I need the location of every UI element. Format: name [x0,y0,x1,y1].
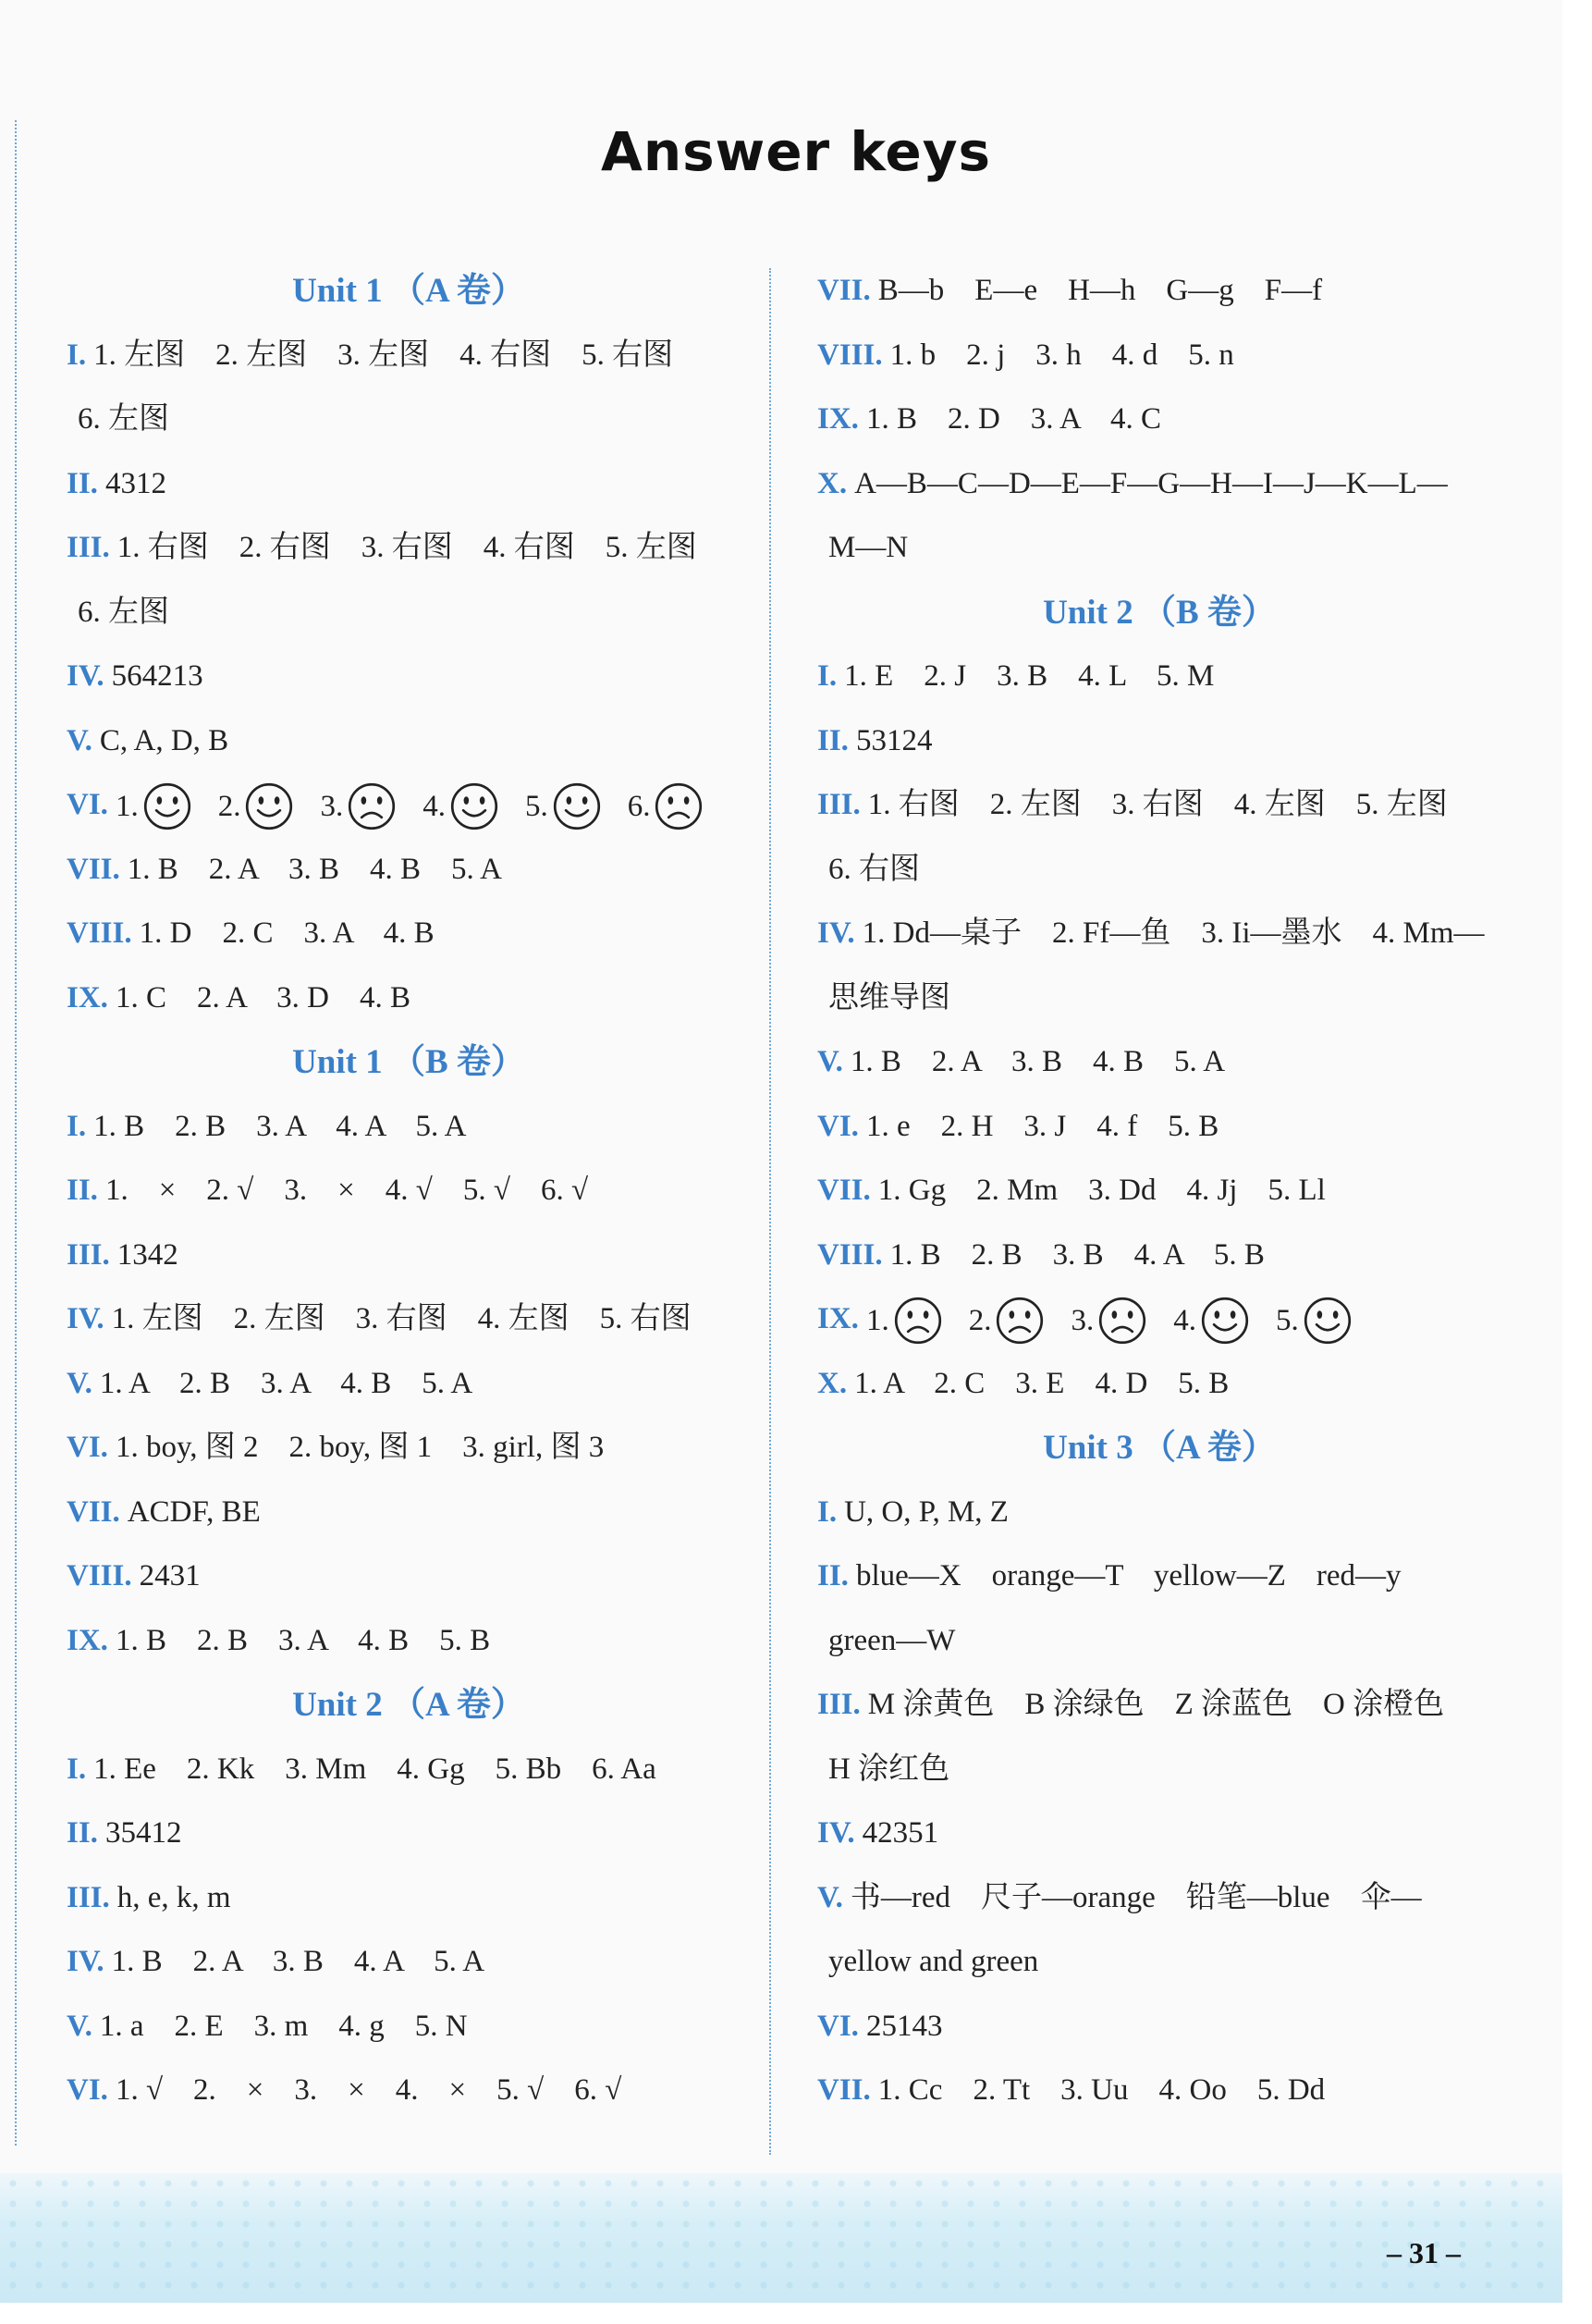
answer-text: 1. B 2. A 3. B 4. A 5. A [111,1945,485,1978]
footer-pattern [0,2173,1562,2303]
question-number: IV. [817,1816,855,1850]
answer-text: 1. B 2. D 3. A 4. C [865,402,1161,436]
question-number: VI. [817,1109,859,1143]
answer-line [817,1995,1501,2060]
face-answer-line [817,1287,1501,1352]
question-number: VIII. [67,1559,132,1592]
answer-continuation: 6. 左图 [78,402,169,436]
question-number: VIII. [817,338,883,372]
question-number: I. [817,1494,838,1529]
question-number: III. [67,531,110,564]
answer-text: 1. b 2. j 3. h 4. d 5. n [889,338,1234,372]
answer-line [817,1801,1501,1866]
face-answer-item [969,1289,1046,1354]
question-number: IV. [67,659,104,693]
answer-text: 1. Cc 2. Tt 3. Uu 4. Oo 5. Dd [877,2073,1326,2107]
face-answer-item [218,775,295,840]
answer-text: 35412 [104,1816,182,1850]
face-answer-item [116,775,192,840]
smiling-face-icon [1303,1296,1353,1346]
answer-line [67,1738,751,1802]
question-number: IX. [67,1623,108,1657]
page-title: Answer keys [600,120,992,183]
answer-text: 1. B 2. B 3. A 4. B 5. B [115,1623,491,1657]
answer-text: 1. A 2. B 3. A 4. B 5. A [99,1366,473,1400]
answer-line [817,2059,1501,2123]
question-number: II. [67,466,98,500]
question-number: II. [67,1174,98,1207]
question-number: X. [817,1366,848,1400]
answer-text: 书—red 尺子—orange 铅笔—blue 伞— [850,1880,1422,1914]
face-answer-item [320,775,397,840]
answer-text: ACDF, BE [127,1494,261,1529]
face-answer-line [67,773,751,838]
face-answer-item [422,775,499,840]
face-answer-item [525,775,602,840]
face-row [866,1289,1373,1354]
unit-heading: Unit 2 （A 卷） [292,1686,525,1724]
answer-line [817,1159,1501,1223]
answer-line [817,1095,1501,1160]
question-number: III. [817,788,861,821]
question-number: IV. [817,916,855,950]
answer-line [67,1930,751,1995]
answer-line [67,966,751,1031]
answer-line [67,1544,751,1609]
smiling-face-icon [552,781,602,831]
answer-line [67,1416,751,1481]
answer-line [67,1287,751,1352]
answer-line [67,1866,751,1931]
answer-text: 1. Ee 2. Kk 3. Mm 4. Gg 5. Bb 6. Aa [93,1752,656,1786]
answer-continuation: 6. 左图 [78,595,169,629]
question-number: IV. [67,1945,104,1978]
page-number: – 31 – [1387,2236,1461,2269]
question-number: X. [817,466,848,500]
question-number: I. [67,338,87,372]
item-number: 3. [320,789,344,823]
right-column [817,259,1501,2123]
face-answer-item [1276,1289,1353,1354]
answer-text: 42351 [862,1816,939,1850]
answer-line [817,1481,1501,1545]
question-number: I. [817,659,838,693]
sad-face-icon [995,1296,1045,1346]
answer-line [817,452,1501,517]
unit-heading: Unit 1 （A 卷） [292,272,525,310]
answer-text: 1. C 2. A 3. D 4. B [115,980,410,1014]
answer-line [817,1223,1501,1288]
answer-line [67,1801,751,1866]
question-number: III. [67,1880,110,1914]
answer-line [67,1995,751,2060]
item-number: 4. [1173,1303,1196,1337]
question-number: V. [817,1045,843,1078]
question-number: I. [67,1752,87,1786]
question-number: I. [67,1109,87,1143]
item-number: 2. [217,789,241,823]
answer-line [67,902,751,966]
answer-line [817,1544,1501,1609]
question-number: VIII. [67,916,132,950]
answer-text: 1. D 2. C 3. A 4. B [139,916,435,950]
answer-continuation: 思维导图 [828,980,950,1014]
answer-line [67,452,751,517]
question-number: V. [67,723,92,757]
question-number: V. [67,2009,92,2043]
answer-text: 1. B 2. A 3. B 4. B 5. A [127,852,503,886]
answer-line [67,709,751,774]
answer-text: 1. Dd—桌子 2. Ff—鱼 3. Ii—墨水 4. Mm— [862,916,1485,950]
unit-heading: Unit 2 （B 卷） [1043,593,1276,632]
question-number: VII. [67,1494,120,1529]
answer-text: 1. 左图 2. 左图 3. 右图 4. 左图 5. 右图 [111,1302,692,1335]
answer-text: A—B—C—D—E—F—G—H—I—J—K—L— [854,466,1448,500]
answer-text: 53124 [855,723,933,757]
answer-text: 1. 左图 2. 左图 3. 左图 4. 右图 5. 右图 [93,338,674,372]
unit-heading: Unit 1 （B 卷） [292,1043,525,1081]
answer-text: 1. E 2. J 3. B 4. L 5. M [844,659,1215,693]
question-number: VII. [817,1174,871,1207]
answer-line [817,1673,1501,1738]
answer-text: 1. 右图 2. 左图 3. 右图 4. 左图 5. 左图 [867,788,1448,821]
answer-line [67,1223,751,1288]
answer-text: 564213 [111,659,203,693]
answer-line [817,387,1501,452]
answer-text: 1. B 2. B 3. A 4. A 5. A [93,1109,467,1143]
answer-line [67,324,751,388]
answer-text: 1. B 2. B 3. B 4. A 5. B [889,1237,1265,1272]
answer-line [817,1352,1501,1417]
item-number: 1. [865,1303,889,1337]
face-answer-item [1071,1289,1147,1354]
question-number: II. [67,1816,98,1850]
question-number: VII. [67,852,120,886]
answer-text: 1. √ 2. × 3. × 4. × 5. √ 6. √ [115,2073,622,2107]
answer-line [67,1609,751,1674]
answer-text: 1. a 2. E 3. m 4. g 5. N [99,2009,468,2043]
answer-line [67,645,751,709]
question-number: IX. [817,402,859,436]
answer-line [67,838,751,903]
smiling-face-icon [244,781,294,831]
question-number: V. [67,1366,92,1400]
sad-face-icon [347,781,397,831]
answer-line [817,259,1501,324]
item-number: 5. [1275,1303,1299,1337]
question-number: VI. [67,1431,108,1464]
answer-line [67,1095,751,1160]
column-divider [769,268,771,2155]
answer-line [817,1866,1501,1931]
answer-continuation: 6. 右图 [828,852,920,886]
answer-text: 25143 [865,2009,943,2043]
answer-line [817,709,1501,774]
answer-continuation: green—W [828,1623,956,1657]
face-answer-item [866,1289,943,1354]
answer-line [817,773,1501,838]
answer-text: 1. e 2. H 3. J 4. f 5. B [865,1109,1219,1143]
answer-continuation: yellow and green [828,1945,1039,1978]
answer-text: 1. Gg 2. Mm 3. Dd 4. Jj 5. Ll [877,1174,1326,1207]
question-number: VIII. [817,1237,883,1272]
question-number: VII. [817,2073,871,2107]
left-column [67,259,751,2123]
answer-text: B—b E—e H—h G—g F—f [877,274,1323,307]
answer-text: 1342 [116,1237,178,1272]
answer-text: U, O, P, M, Z [844,1494,1009,1529]
unit-heading: Unit 3 （A 卷） [1043,1429,1276,1467]
answer-line [67,2059,751,2123]
question-number: IX. [817,1302,859,1335]
answer-line [817,902,1501,966]
sad-face-icon [893,1296,943,1346]
item-number: 4. [422,789,446,823]
item-number: 5. [524,789,548,823]
answer-text: 2431 [139,1559,201,1592]
question-number: VII. [817,274,871,307]
question-number: IX. [67,980,108,1014]
answer-continuation: H 涂红色 [828,1752,950,1786]
answer-text: 4312 [104,466,166,500]
face-answer-item [1173,1289,1250,1354]
answer-line [67,1159,751,1223]
sad-face-icon [654,781,704,831]
smiling-face-icon [449,781,499,831]
question-number: VI. [67,788,108,821]
answer-text: 1. × 2. √ 3. × 4. √ 5. √ 6. √ [104,1174,589,1207]
item-number: 3. [1071,1303,1095,1337]
question-number: III. [67,1237,110,1272]
answer-line [817,645,1501,709]
answer-line [817,324,1501,388]
question-number: III. [817,1688,861,1721]
answer-line [67,1481,751,1545]
left-margin-rule [15,120,17,2146]
item-number: 2. [968,1303,992,1337]
question-number: IV. [67,1302,104,1335]
question-number: II. [817,1559,849,1592]
answer-text: C, A, D, B [99,723,229,757]
answer-line [67,1352,751,1417]
face-answer-item [628,775,704,840]
face-row [116,775,725,840]
question-number: VI. [817,2009,859,2043]
answer-text: blue—X orange—T yellow—Z red—y [855,1559,1402,1592]
smiling-face-icon [1200,1296,1250,1346]
answer-text: 1. 右图 2. 右图 3. 右图 4. 右图 5. 左图 [116,531,697,564]
question-number: V. [817,1880,843,1914]
answer-text: 1. boy, 图 2 2. boy, 图 1 3. girl, 图 3 [115,1431,605,1464]
answer-line [67,516,751,581]
answer-text: h, e, k, m [116,1880,231,1914]
item-number: 6. [627,789,651,823]
answer-text: 1. A 2. C 3. E 4. D 5. B [854,1366,1230,1400]
answer-text: M 涂黄色 B 涂绿色 Z 涂蓝色 O 涂橙色 [867,1688,1445,1721]
question-number: II. [817,723,849,757]
answer-text: 1. B 2. A 3. B 4. B 5. A [850,1045,1226,1078]
question-number: VI. [67,2073,108,2107]
smiling-face-icon [142,781,192,831]
item-number: 1. [115,789,139,823]
answer-continuation: M—N [828,531,909,564]
answer-line [817,1030,1501,1095]
sad-face-icon [1097,1296,1147,1346]
